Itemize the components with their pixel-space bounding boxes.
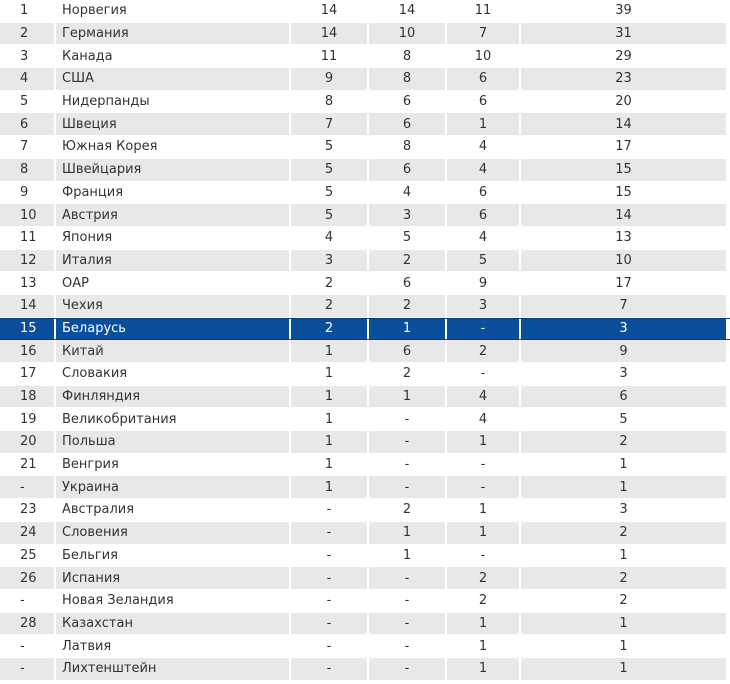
rank-cell: 4	[0, 68, 56, 90]
country-cell: Китай	[56, 340, 291, 362]
gold-cell: 2	[291, 319, 369, 340]
total-cell: 15	[521, 159, 726, 181]
silver-cell: -	[369, 454, 447, 476]
bronze-cell: 5	[447, 250, 521, 272]
silver-cell: -	[369, 658, 447, 680]
country-cell: Словакия	[56, 363, 291, 385]
gold-cell: 1	[291, 454, 369, 476]
table-row[interactable]	[0, 363, 730, 386]
rank-cell: 11	[0, 227, 56, 249]
total-cell: 1	[521, 545, 726, 567]
country-cell: Швейцария	[56, 159, 291, 181]
gold-cell: 14	[291, 0, 369, 22]
table-row[interactable]	[0, 272, 730, 295]
country-cell: Канада	[56, 45, 291, 67]
table-row[interactable]	[0, 159, 730, 182]
rank-cell: 16	[0, 340, 56, 362]
gold-cell: 2	[291, 272, 369, 294]
total-cell: 14	[521, 113, 726, 135]
table-row[interactable]	[0, 340, 730, 363]
table-row[interactable]	[0, 68, 730, 91]
rank-cell: 1	[0, 0, 56, 22]
gold-cell: -	[291, 613, 369, 635]
silver-cell: 6	[369, 91, 447, 113]
country-cell: Австрия	[56, 204, 291, 226]
silver-cell: 2	[369, 499, 447, 521]
rank-cell: 18	[0, 386, 56, 408]
silver-cell: -	[369, 635, 447, 657]
country-cell: Япония	[56, 227, 291, 249]
total-cell: 17	[521, 136, 726, 158]
table-row[interactable]	[0, 454, 730, 477]
total-cell: 2	[521, 522, 726, 544]
gold-cell: 7	[291, 113, 369, 135]
country-cell: Австралия	[56, 499, 291, 521]
country-cell: Украина	[56, 476, 291, 498]
bronze-cell: -	[447, 545, 521, 567]
table-row[interactable]	[0, 408, 730, 431]
silver-cell: 14	[369, 0, 447, 22]
rank-cell: 9	[0, 182, 56, 204]
country-cell: Франция	[56, 182, 291, 204]
country-cell: Италия	[56, 250, 291, 272]
total-cell: 14	[521, 204, 726, 226]
total-cell: 1	[521, 613, 726, 635]
table-row[interactable]	[0, 658, 730, 681]
rank-cell: 14	[0, 295, 56, 317]
rank-cell: 10	[0, 204, 56, 226]
rank-cell: 25	[0, 545, 56, 567]
bronze-cell: 4	[447, 386, 521, 408]
country-cell: ОАР	[56, 272, 291, 294]
table-row[interactable]	[0, 590, 730, 613]
gold-cell: 14	[291, 23, 369, 45]
silver-cell: 6	[369, 340, 447, 362]
table-row-highlighted[interactable]	[0, 318, 730, 341]
country-cell: США	[56, 68, 291, 90]
gold-cell: -	[291, 522, 369, 544]
total-cell: 20	[521, 91, 726, 113]
bronze-cell: 4	[447, 227, 521, 249]
bronze-cell: 1	[447, 658, 521, 680]
total-cell: 1	[521, 454, 726, 476]
rank-cell: -	[0, 658, 56, 680]
rank-cell: 5	[0, 91, 56, 113]
country-cell: Чехия	[56, 295, 291, 317]
bronze-cell: 4	[447, 408, 521, 430]
gold-cell: 5	[291, 159, 369, 181]
total-cell: 9	[521, 340, 726, 362]
table-row[interactable]	[0, 0, 730, 23]
bronze-cell: 1	[447, 113, 521, 135]
table-row[interactable]	[0, 182, 730, 205]
country-cell: Швеция	[56, 113, 291, 135]
total-cell: 29	[521, 45, 726, 67]
country-cell: Латвия	[56, 635, 291, 657]
table-row[interactable]	[0, 250, 730, 273]
total-cell: 31	[521, 23, 726, 45]
table-row[interactable]	[0, 613, 730, 636]
rank-cell: 28	[0, 613, 56, 635]
bronze-cell: 2	[447, 590, 521, 612]
bronze-cell: 6	[447, 91, 521, 113]
total-cell: 23	[521, 68, 726, 90]
table-row[interactable]	[0, 113, 730, 136]
total-cell: 10	[521, 250, 726, 272]
gold-cell: 5	[291, 136, 369, 158]
silver-cell: -	[369, 567, 447, 589]
rank-cell: 21	[0, 454, 56, 476]
country-cell: Польша	[56, 431, 291, 453]
silver-cell: 8	[369, 68, 447, 90]
silver-cell: 8	[369, 45, 447, 67]
silver-cell: 6	[369, 159, 447, 181]
rank-cell: 7	[0, 136, 56, 158]
gold-cell: 1	[291, 431, 369, 453]
gold-cell: -	[291, 499, 369, 521]
rank-cell: 24	[0, 522, 56, 544]
total-cell: 1	[521, 476, 726, 498]
silver-cell: 2	[369, 295, 447, 317]
total-cell: 3	[521, 499, 726, 521]
rank-cell: 19	[0, 408, 56, 430]
total-cell: 3	[521, 363, 726, 385]
country-cell: Великобритания	[56, 408, 291, 430]
bronze-cell: 11	[447, 0, 521, 22]
gold-cell: -	[291, 590, 369, 612]
total-cell: 1	[521, 658, 726, 680]
rank-cell: 13	[0, 272, 56, 294]
bronze-cell: 1	[447, 522, 521, 544]
gold-cell: 3	[291, 250, 369, 272]
bronze-cell: 6	[447, 68, 521, 90]
bronze-cell: 1	[447, 499, 521, 521]
country-cell: Лихтенштейн	[56, 658, 291, 680]
total-cell: 2	[521, 590, 726, 612]
silver-cell: 1	[369, 545, 447, 567]
bronze-cell: 9	[447, 272, 521, 294]
total-cell: 1	[521, 635, 726, 657]
gold-cell: 4	[291, 227, 369, 249]
bronze-cell: 7	[447, 23, 521, 45]
total-cell: 7	[521, 295, 726, 317]
bronze-cell: 2	[447, 567, 521, 589]
gold-cell: 1	[291, 476, 369, 498]
rank-cell: -	[0, 590, 56, 612]
bronze-cell: 6	[447, 204, 521, 226]
total-cell: 3	[521, 319, 726, 340]
rank-cell: 2	[0, 23, 56, 45]
gold-cell: 8	[291, 91, 369, 113]
silver-cell: -	[369, 431, 447, 453]
gold-cell: 9	[291, 68, 369, 90]
total-cell: 2	[521, 431, 726, 453]
table-row[interactable]	[0, 567, 730, 590]
total-cell: 5	[521, 408, 726, 430]
total-cell: 17	[521, 272, 726, 294]
rank-cell: 6	[0, 113, 56, 135]
table-row[interactable]	[0, 545, 730, 568]
silver-cell: -	[369, 408, 447, 430]
total-cell: 13	[521, 227, 726, 249]
country-cell: Испания	[56, 567, 291, 589]
bronze-cell: 2	[447, 340, 521, 362]
gold-cell: -	[291, 635, 369, 657]
silver-cell: 5	[369, 227, 447, 249]
table-row[interactable]	[0, 499, 730, 522]
rank-cell: -	[0, 476, 56, 498]
country-cell: Германия	[56, 23, 291, 45]
bronze-cell: -	[447, 454, 521, 476]
gold-cell: -	[291, 567, 369, 589]
rank-cell: 15	[0, 319, 56, 340]
country-cell: Новая Зеландия	[56, 590, 291, 612]
country-cell: Казахстан	[56, 613, 291, 635]
total-cell: 15	[521, 182, 726, 204]
total-cell: 39	[521, 0, 726, 22]
table-row[interactable]	[0, 522, 730, 545]
gold-cell: 5	[291, 182, 369, 204]
country-cell: Норвегия	[56, 0, 291, 22]
bronze-cell: 1	[447, 635, 521, 657]
bronze-cell: -	[447, 363, 521, 385]
gold-cell: 1	[291, 408, 369, 430]
table-row[interactable]	[0, 476, 730, 499]
rank-cell: 26	[0, 567, 56, 589]
bronze-cell: 6	[447, 182, 521, 204]
total-cell: 2	[521, 567, 726, 589]
rank-cell: -	[0, 635, 56, 657]
silver-cell: 2	[369, 250, 447, 272]
table-row[interactable]	[0, 91, 730, 114]
gold-cell: 5	[291, 204, 369, 226]
bronze-cell: 1	[447, 613, 521, 635]
table-row[interactable]	[0, 635, 730, 658]
bronze-cell: 4	[447, 136, 521, 158]
table-row[interactable]	[0, 386, 730, 409]
table-row[interactable]	[0, 227, 730, 250]
silver-cell: 10	[369, 23, 447, 45]
silver-cell: 6	[369, 272, 447, 294]
country-cell: Венгрия	[56, 454, 291, 476]
gold-cell: 1	[291, 340, 369, 362]
rank-cell: 23	[0, 499, 56, 521]
gold-cell: 11	[291, 45, 369, 67]
silver-cell: 3	[369, 204, 447, 226]
bronze-cell: 10	[447, 45, 521, 67]
gold-cell: -	[291, 658, 369, 680]
gold-cell: -	[291, 545, 369, 567]
country-cell: Южная Корея	[56, 136, 291, 158]
gold-cell: 2	[291, 295, 369, 317]
rank-cell: 12	[0, 250, 56, 272]
rank-cell: 20	[0, 431, 56, 453]
rank-cell: 3	[0, 45, 56, 67]
table-row[interactable]	[0, 295, 730, 318]
country-cell: Нидерпанды	[56, 91, 291, 113]
silver-cell: 4	[369, 182, 447, 204]
silver-cell: 1	[369, 319, 447, 340]
silver-cell: 1	[369, 386, 447, 408]
bronze-cell: -	[447, 319, 521, 340]
bronze-cell: 1	[447, 431, 521, 453]
table-row[interactable]	[0, 45, 730, 68]
bronze-cell: 4	[447, 159, 521, 181]
bronze-cell: 3	[447, 295, 521, 317]
gold-cell: 1	[291, 363, 369, 385]
silver-cell: -	[369, 613, 447, 635]
silver-cell: 1	[369, 522, 447, 544]
country-cell: Словения	[56, 522, 291, 544]
silver-cell: 8	[369, 136, 447, 158]
bronze-cell: -	[447, 476, 521, 498]
rank-cell: 17	[0, 363, 56, 385]
table-row[interactable]	[0, 204, 730, 227]
gold-cell: 1	[291, 386, 369, 408]
total-cell: 6	[521, 386, 726, 408]
silver-cell: -	[369, 590, 447, 612]
country-cell: Финляндия	[56, 386, 291, 408]
silver-cell: -	[369, 476, 447, 498]
table-row[interactable]	[0, 136, 730, 159]
silver-cell: 6	[369, 113, 447, 135]
table-row[interactable]	[0, 431, 730, 454]
country-cell: Беларусь	[56, 319, 291, 340]
table-row[interactable]	[0, 23, 730, 46]
silver-cell: 2	[369, 363, 447, 385]
rank-cell: 8	[0, 159, 56, 181]
country-cell: Бельгия	[56, 545, 291, 567]
